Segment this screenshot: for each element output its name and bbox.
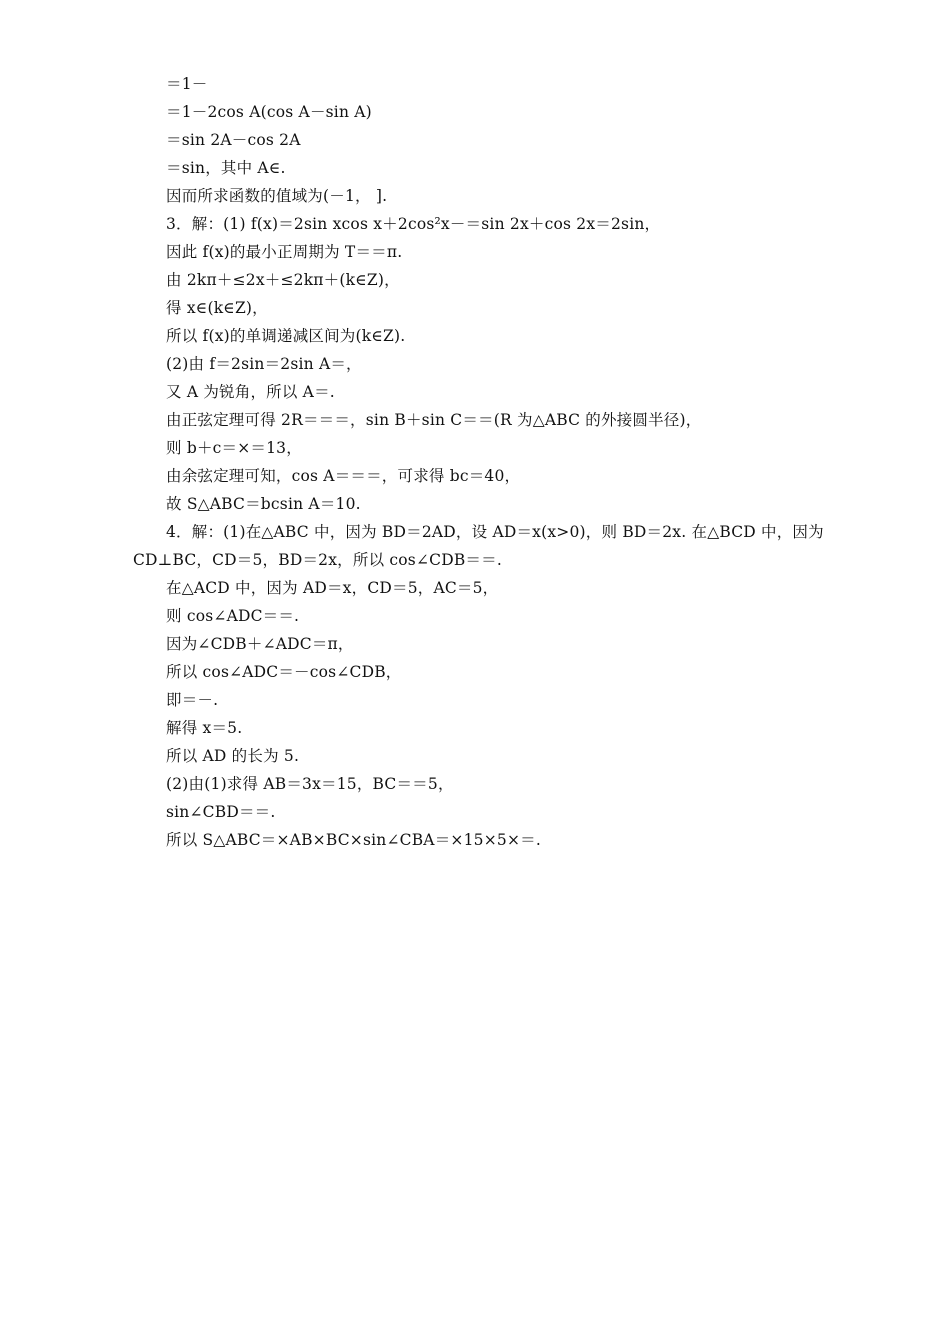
solution-text-block — [133, 70, 824, 854]
text-line: 则 cos∠ADC＝＝. — [166, 607, 300, 625]
text-line: 在△ACD 中，因为 AD＝x，CD＝5，AC＝5， — [166, 579, 499, 597]
text-line: 因此 f(x)的最小正周期为 T＝＝π. — [166, 243, 403, 261]
text-line: ＝1－2cos A(cos A－sin A) — [166, 103, 372, 121]
text-line: 4．解：(1)在△ABC 中，因为 BD＝2AD，设 AD＝x(x>0)，则 BD＝2x. 在△BCD 中，因为 — [166, 523, 824, 541]
text-line: 即＝－. — [166, 691, 219, 709]
text-line: 所以 cos∠ADC＝－cos∠CDB， — [166, 663, 402, 681]
text-line: 因而所求函数的值域为(－1， ]. — [166, 187, 388, 205]
text-line: ＝sin 2A－cos 2A — [166, 131, 301, 149]
text-line: CD⊥BC，CD＝5，BD＝2x，所以 cos∠CDB＝＝. — [133, 551, 502, 569]
text-line: (2)由(1)求得 AB＝3x＝15，BC＝＝5， — [166, 775, 454, 793]
text-line: 3．解：(1) f(x)＝2sin xcos x＋2cos²x－＝sin 2x＋cos 2x＝2sin， — [166, 215, 661, 233]
text-line: 故 S△ABC＝bcsin A＝10. — [166, 495, 361, 513]
text-line: 又 A 为锐角，所以 A＝. — [166, 383, 335, 401]
text-line: (2)由 f＝2sin＝2sin A＝， — [166, 355, 362, 373]
text-line: 得 x∈(k∈Z)， — [166, 299, 268, 317]
text-line: 则 b＋c＝×＝13， — [166, 439, 302, 457]
text-line: 由正弦定理可得 2R＝＝＝，sin B＋sin C＝＝(R 为△ABC 的外接圆半径)， — [166, 411, 702, 429]
text-line: 所以 f(x)的单调递减区间为(k∈Z). — [166, 327, 406, 345]
text-line: sin∠CBD＝＝. — [166, 803, 276, 821]
text-line: ＝1－ — [166, 75, 208, 93]
text-line: ＝sin，其中 A∈. — [166, 159, 286, 177]
text-line: 因为∠CDB＋∠ADC＝π， — [166, 635, 354, 653]
text-line: 所以 S△ABC＝×AB×BC×sin∠CBA＝×15×5×＝. — [166, 831, 541, 849]
text-line: 由余弦定理可知，cos A＝＝＝，可求得 bc＝40， — [166, 467, 521, 485]
text-line: 所以 AD 的长为 5. — [166, 747, 300, 765]
text-line: 由 2kπ＋≤2x＋≤2kπ＋(k∈Z)， — [166, 271, 400, 289]
text-line: 解得 x＝5. — [166, 719, 243, 737]
